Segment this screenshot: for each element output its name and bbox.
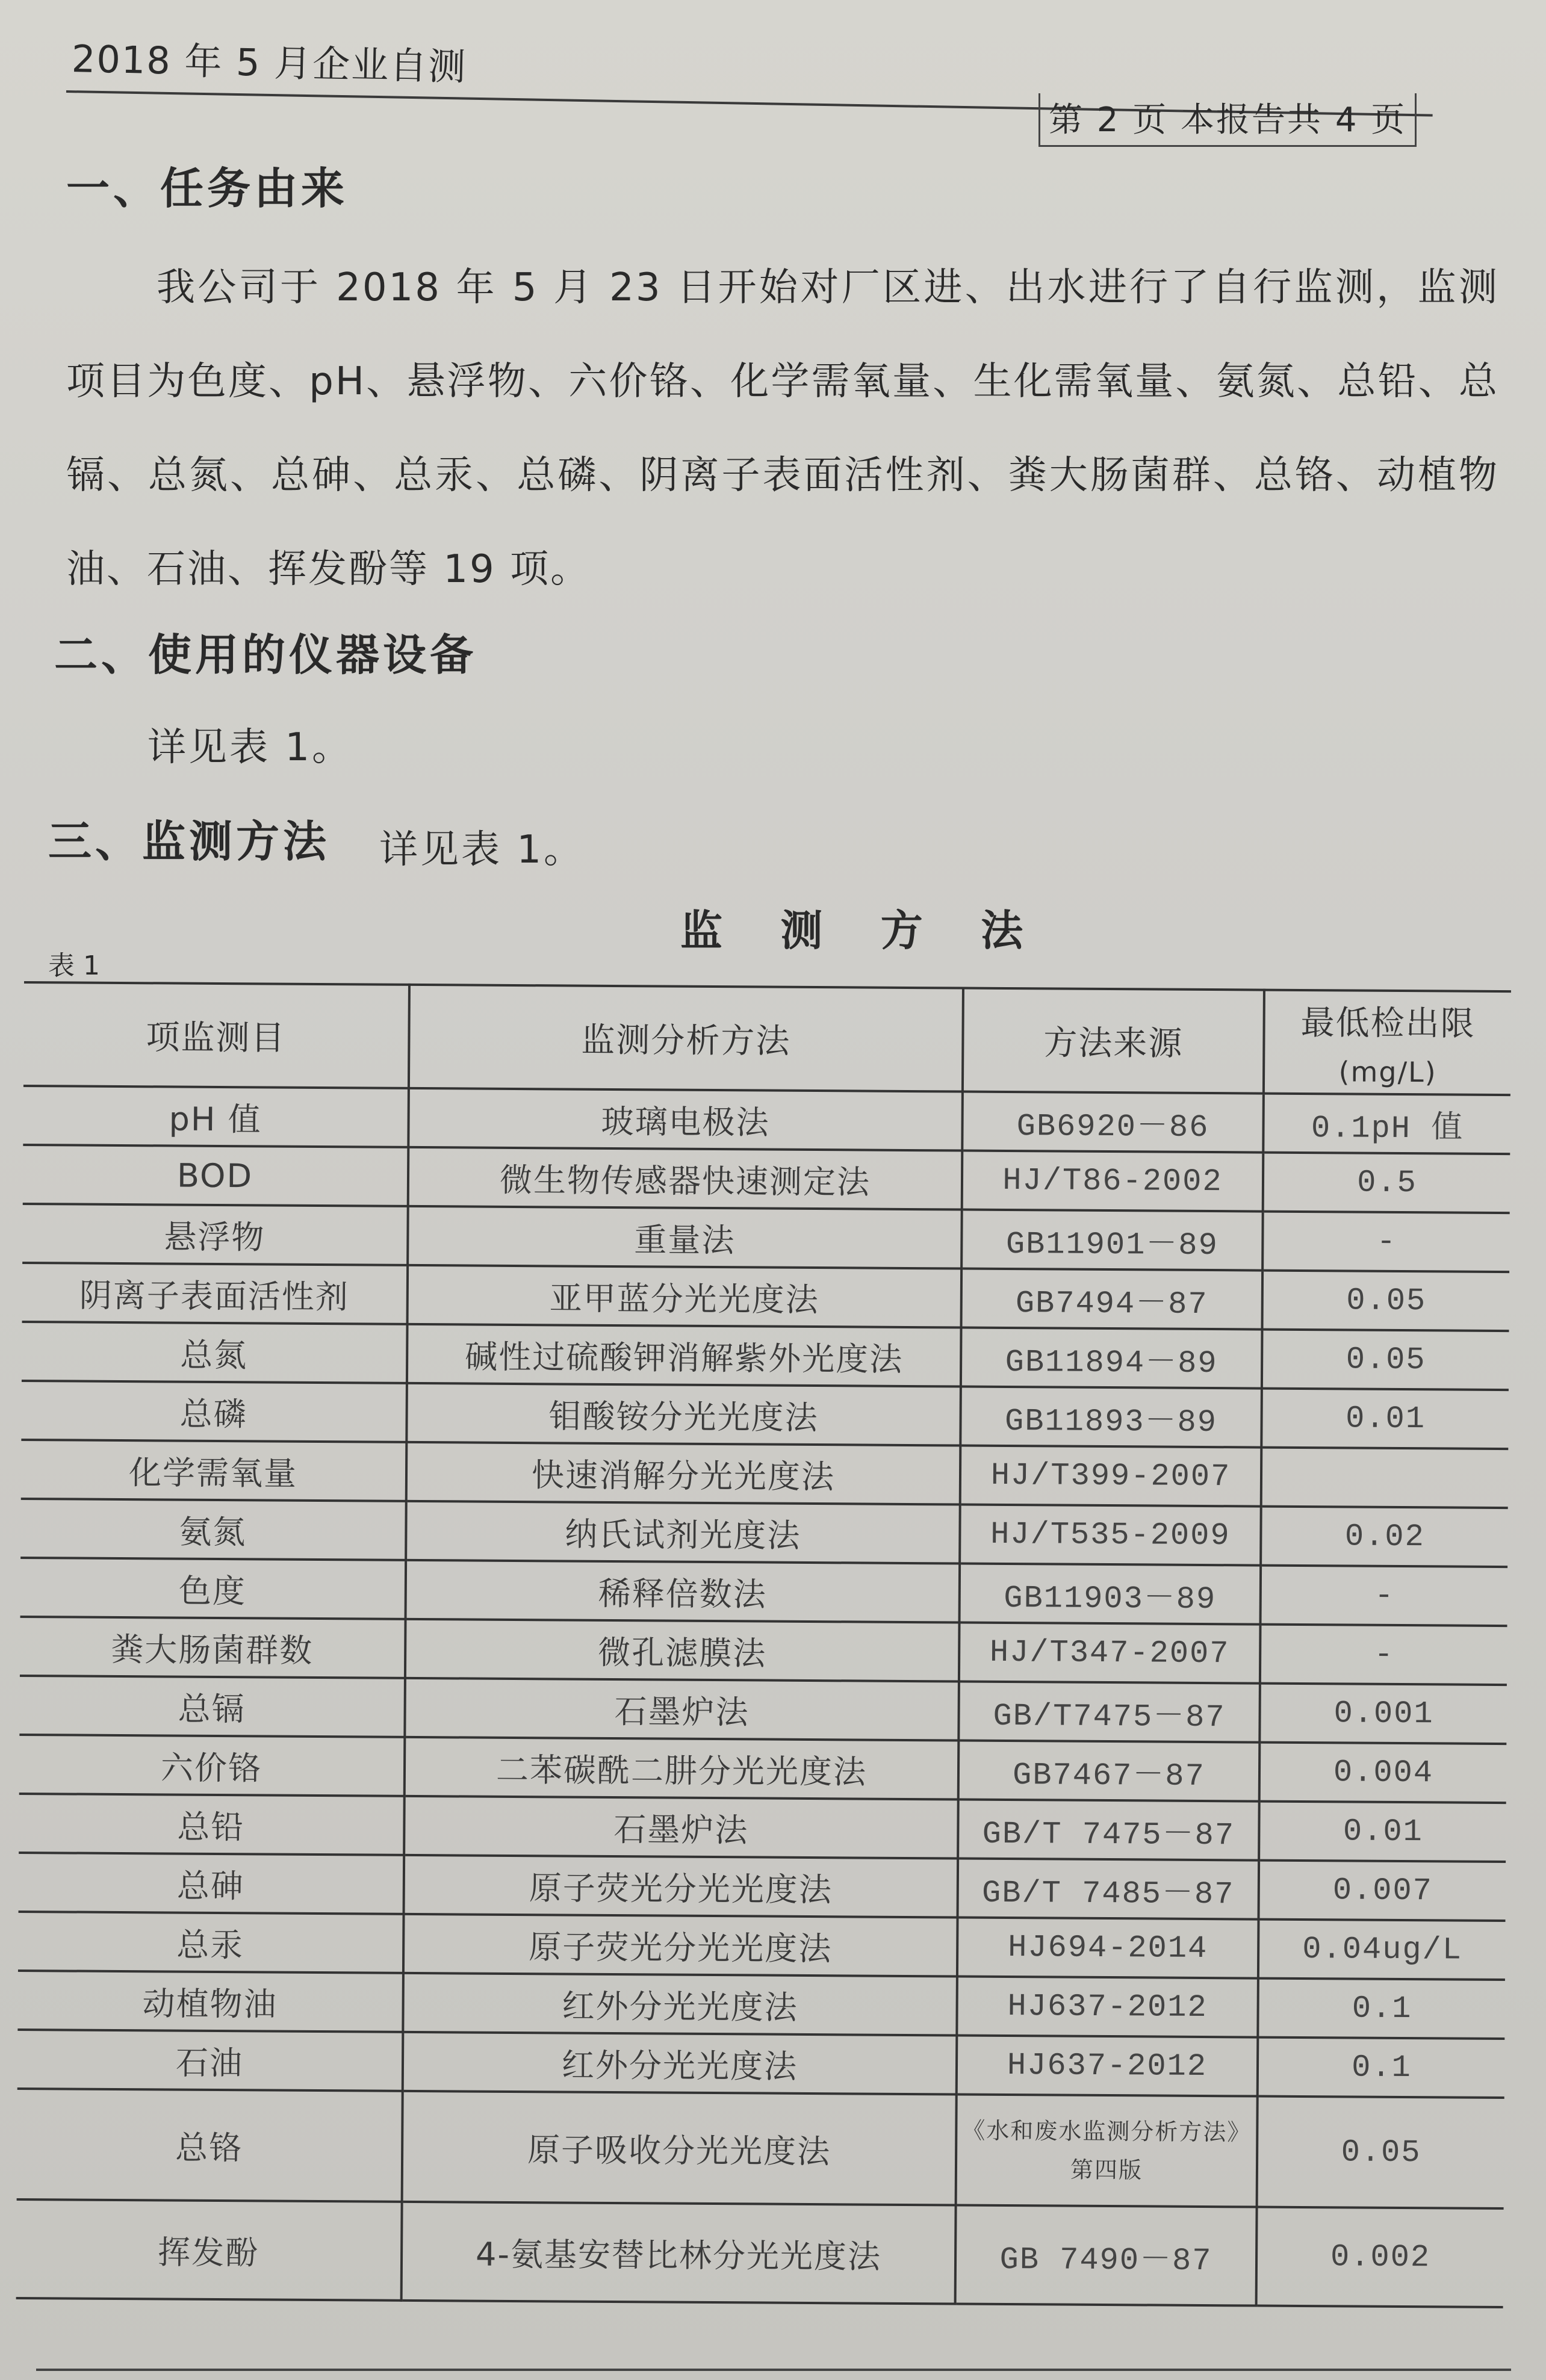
table-row [17,2089,1504,2208]
table-row [18,1912,1506,1980]
table-label: 表 1 [48,950,100,981]
cell-item: pH 值 [23,1086,409,1147]
cell-limit [1261,1448,1509,1508]
table-row [22,1322,1509,1390]
cell-method: 二苯碳酰二肼分光光度法 [405,1737,959,1800]
cell-item: 色度 [20,1558,406,1619]
table-row [23,1086,1510,1154]
cell-method: 原子荧光分光光度法 [404,1855,958,1918]
cell-method: 纳氏试剂光度法 [406,1501,960,1564]
cell-source: HJ/T347-2007 [959,1623,1261,1684]
cell-method: 亚甲蓝分光光度法 [408,1265,962,1328]
cell-limit: - [1260,1625,1507,1685]
header-limit-unit: (mg/L) [1338,1055,1437,1089]
table-row [20,1558,1508,1626]
cell-item: 石油 [17,2030,403,2091]
methods-table [16,981,1511,2308]
cell-item: 六价铬 [19,1735,405,1796]
cell-source-text: 《水和废水监测分析方法》第四版 [962,2117,1252,2184]
cell-item: 挥发酚 [16,2199,402,2301]
page-number: 第 2 页 本报告共 4 页 [1038,93,1417,147]
section-heading-task-origin: 一、任务由来 [66,163,349,214]
cell-source: HJ/T535-2009 [960,1505,1261,1566]
cell-item: 总氮 [22,1322,408,1383]
table-row [21,1381,1509,1449]
header-limit-label: 最低检出限 [1300,1003,1476,1044]
cell-method: 红外分光光度法 [403,1973,957,2036]
cell-method: 石墨炉法 [405,1678,959,1741]
cell-limit: - [1261,1566,1508,1626]
cell-limit: 0.007 [1259,1861,1506,1921]
table-title: 监 测 方 法 [680,906,1045,955]
cell-limit: 0.1 [1258,1979,1505,2039]
table-row [19,1676,1507,1744]
cell-source: GB6920－86 [962,1092,1264,1153]
cell-source: GB11893－89 [960,1387,1262,1448]
cell-item: 氨氮 [20,1499,406,1560]
cell-item: 总镉 [19,1676,405,1737]
cell-source [956,2094,1258,2207]
header-item: 项监测目 [23,982,409,1088]
cell-source: HJ/T399-2007 [960,1446,1262,1507]
table-row [21,1440,1509,1508]
table-row [22,1263,1510,1331]
cell-source: GB11901－89 [961,1210,1263,1271]
cell-limit: 0.004 [1259,1743,1507,1803]
cell-method: 钼酸铵分光光度法 [406,1383,961,1446]
table-row [19,1735,1507,1803]
cell-source: GB/T7475－87 [958,1682,1260,1743]
table-row [19,1853,1506,1921]
table-header-row [23,982,1511,1095]
cell-limit: 0.04ug/L [1258,1920,1506,1980]
cell-limit: 0.02 [1261,1507,1508,1567]
cell-method: 微孔滤膜法 [405,1619,960,1682]
cell-item: 阴离子表面活性剂 [22,1263,408,1324]
cell-limit: 0.05 [1262,1330,1509,1390]
cell-method: 微生物传感器快速测定法 [408,1147,963,1210]
cell-item: 总铅 [19,1794,405,1855]
cell-limit: 0.1 [1258,2038,1505,2098]
cell-source: HJ694-2014 [957,1918,1259,1979]
cell-method: 玻璃电极法 [408,1088,963,1151]
cell-item: 总铬 [17,2089,403,2202]
cell-source: GB7467－87 [958,1741,1260,1802]
cell-item: 总汞 [18,1912,404,1973]
table-row [19,1794,1506,1862]
cell-method: 重量法 [408,1206,962,1269]
cell-source: GB/T 7475－87 [958,1800,1259,1861]
cell-method: 快速消解分光光度法 [406,1442,961,1505]
cell-item: 悬浮物 [22,1204,408,1265]
section-detail-instruments: 详见表 1。 [147,725,353,770]
cell-item: 总磷 [21,1381,407,1442]
table-row [17,1971,1505,2039]
cell-method: 稀释倍数法 [406,1560,960,1623]
cell-item: 总砷 [19,1853,405,1914]
report-header-left: 2018 年 5 月企业自测 [71,36,467,89]
section-heading-instruments: 二、使用的仪器设备 [54,630,477,680]
cell-method: 碱性过硫酸钾消解紫外光度法 [407,1324,961,1387]
cell-source: GB 7490－87 [955,2205,1257,2305]
methods-table-container [16,981,1511,2308]
header-method: 监测分析方法 [409,985,963,1092]
cell-item: 动植物油 [17,1971,403,2032]
table-row [23,1145,1510,1213]
cell-limit: - [1262,1212,1510,1272]
section-heading-methods: 三、监测方法 [48,816,331,867]
section-detail-methods: 详见表 1。 [379,828,585,872]
header-source: 方法来源 [963,988,1264,1094]
cell-source: GB7494－87 [961,1269,1263,1330]
cell-source: HJ637-2012 [957,2035,1258,2096]
cell-source: GB11894－89 [961,1328,1262,1389]
cell-method: 红外分光光度法 [403,2032,957,2095]
table-row [22,1204,1510,1272]
cell-source: GB/T 7485－87 [958,1859,1259,1920]
cell-limit: 0.5 [1263,1153,1510,1213]
cell-item: 粪大肠菌群数 [20,1617,406,1678]
cell-item: 化学需氧量 [21,1440,407,1501]
cell-limit: 0.01 [1259,1802,1506,1862]
cell-limit: 0.01 [1261,1389,1509,1449]
table-row [20,1499,1508,1567]
cell-limit: 0.002 [1256,2207,1504,2308]
cell-method: 4-氨基安替比林分光光度法 [402,2202,956,2304]
table-row [16,2199,1504,2307]
cell-limit: 0.05 [1262,1271,1510,1331]
section-body-task-origin: 我公司于 2018 年 5 月 23 日开始对厂区进、出水进行了自行监测，监测项目为色度、pH、悬浮物、六价铬、化学需氧量、生化需氧量、氨氮、总铅、总镉、总氮、总砷、总汞、总磷、阴离子表面活性剂、粪大肠菌群、总铬、动植物油、石油、挥发酚等 19 项。 [66,265,1499,592]
table-row [17,2030,1505,2098]
cell-method: 石墨炉法 [404,1796,958,1859]
bottom-rule [36,2369,1511,2371]
cell-limit: 0.001 [1259,1684,1507,1744]
cell-method: 原子荧光分光光度法 [403,1914,958,1977]
cell-limit: 0.1pH 值 [1263,1094,1510,1154]
cell-method: 原子吸收分光光度法 [402,2091,957,2205]
header-limit [1264,990,1511,1095]
cell-item: BOD [23,1145,409,1206]
cell-source: GB11903－89 [960,1564,1261,1625]
cell-source: HJ/T86-2002 [962,1151,1264,1212]
table-row [20,1617,1507,1685]
cell-limit: 0.05 [1257,2096,1504,2209]
cell-source: HJ637-2012 [957,1976,1258,2037]
